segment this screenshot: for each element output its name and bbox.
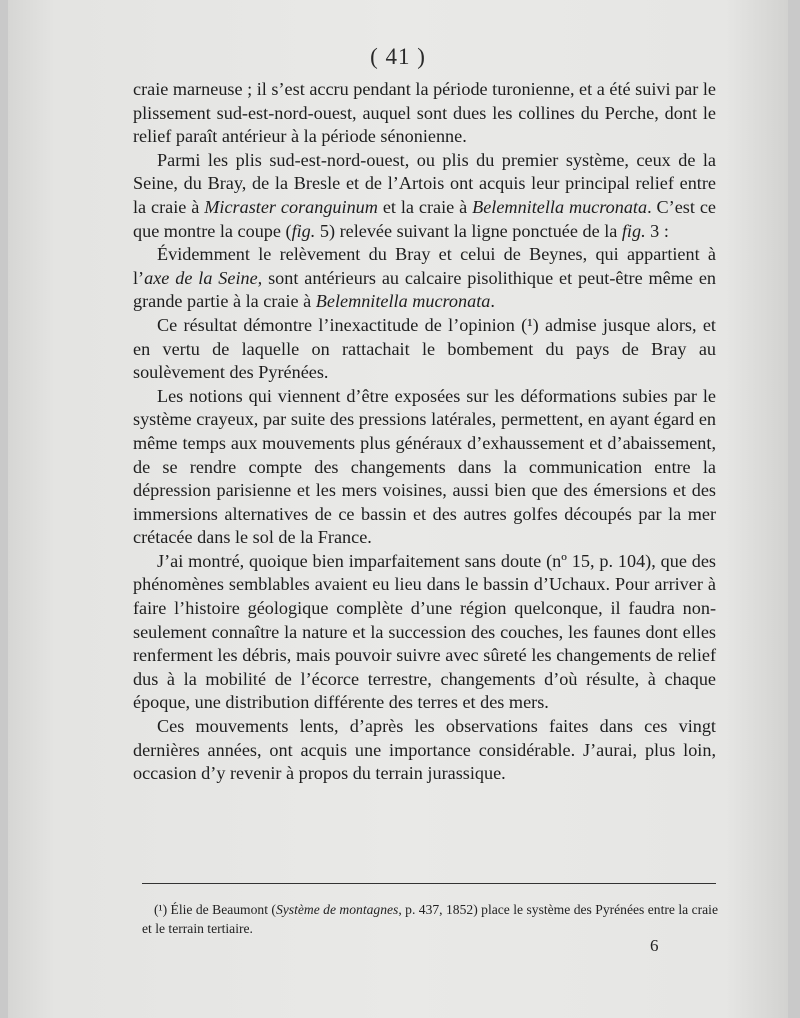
paragraph-7: Ces mouvements lents, d’après les observations faites dans ces vingt dernières années, ont acquis une importance considérable. J’aurai, plus loin, occasion d’y revenir à propos du terrain jurassique. bbox=[133, 716, 716, 784]
text-run: . bbox=[490, 291, 495, 312]
paragraph-1: craie marneuse ; il s’est accru pendant la période turonienne, et a été suivi par le plissement sud-est-nord-ouest, auquel sont dues les collines du Perche, dont le relief paraît antérieur à la période sénonienne. bbox=[133, 79, 716, 147]
signature-mark: 6 bbox=[650, 936, 659, 955]
text-run: et la craie à bbox=[377, 196, 473, 217]
italic-run: Système de montagnes bbox=[275, 902, 399, 917]
paragraph-2 bbox=[133, 149, 716, 243]
text-run: (¹) Élie de Beaumont ( bbox=[154, 902, 276, 917]
text-run: 3 : bbox=[645, 220, 669, 241]
footnote-text bbox=[142, 900, 718, 938]
text-run: , p. 437, 1852) place le système des Pyrénées entre la craie et le terrain tertiaire. bbox=[142, 902, 718, 936]
text-run: 5) relevée suivant la ligne ponctuée de la bbox=[315, 220, 622, 241]
text-run: Parmi les plis sud-est-nord-ouest, ou plis du premier système, ceux de la Seine, du Bray, de la Bresle et de l’Artois ont acquis leur principal relief entre la craie à bbox=[133, 149, 716, 217]
italic-run: Micraster coranguinum bbox=[204, 196, 378, 217]
page bbox=[8, 0, 788, 1018]
text-run: sont antérieurs au calcaire pisolithique et peut-être même en grande partie à la craie à bbox=[133, 267, 716, 312]
body-text bbox=[133, 78, 716, 786]
paragraph-3 bbox=[133, 243, 716, 314]
text-run: . C’est ce que montre la coupe ( bbox=[133, 196, 716, 241]
italic-run: fig. bbox=[291, 220, 316, 241]
footnote bbox=[142, 900, 718, 938]
page-number: ( 41 ) bbox=[370, 44, 426, 69]
paragraph-6: J’ai montré, quoique bien imparfaitement sans doute (nº 15, p. 104), que des phénomènes semblables avaient eu lieu dans le bassin d’Uchaux. Pour arriver à faire l’histoire géologique complète d’une région quelconque, il faudra non-seulement connaître la nature et la succession des couches, les faunes dont elles renferment les débris, mais pouvoir suivre avec sûreté les changements de relief dus à la mobilité de l’écorce terrestre, changements d’où résulte, à chaque époque, une distribution différente des terres et des mers. bbox=[133, 550, 716, 713]
text-run: Évidemment le relèvement du Bray et celui de Beynes, qui appartient à l’ bbox=[133, 244, 716, 288]
footnote-rule bbox=[142, 883, 716, 884]
italic-run: fig. bbox=[621, 220, 646, 241]
italic-run: axe de la Seine, bbox=[144, 267, 263, 288]
paragraph-5: Les notions qui viennent d’être exposées sur les déformations subies par le système crayeux, par suite des pressions latérales, permettent, en ayant égard en même temps aux mouvements plus généraux d’exhaussement et d’abaissement, de se rendre compte des changements dans la communication entre la dépression parisienne et les mers voisines, aussi bien que des émersions et des immersions alternatives de ce bassin et des autres golfes découpés par la mer crétacée dans le sol de la France. bbox=[133, 385, 716, 548]
italic-run: Belemnitella mucronata bbox=[472, 196, 648, 217]
paragraph-4: Ce résultat démontre l’inexactitude de l’opinion (¹) admise jusque alors, et en vertu de laquelle on rattachait le bombement du pays de Bray au soulèvement des Pyrénées. bbox=[133, 314, 716, 383]
italic-run: Belemnitella mucronata bbox=[315, 291, 491, 312]
